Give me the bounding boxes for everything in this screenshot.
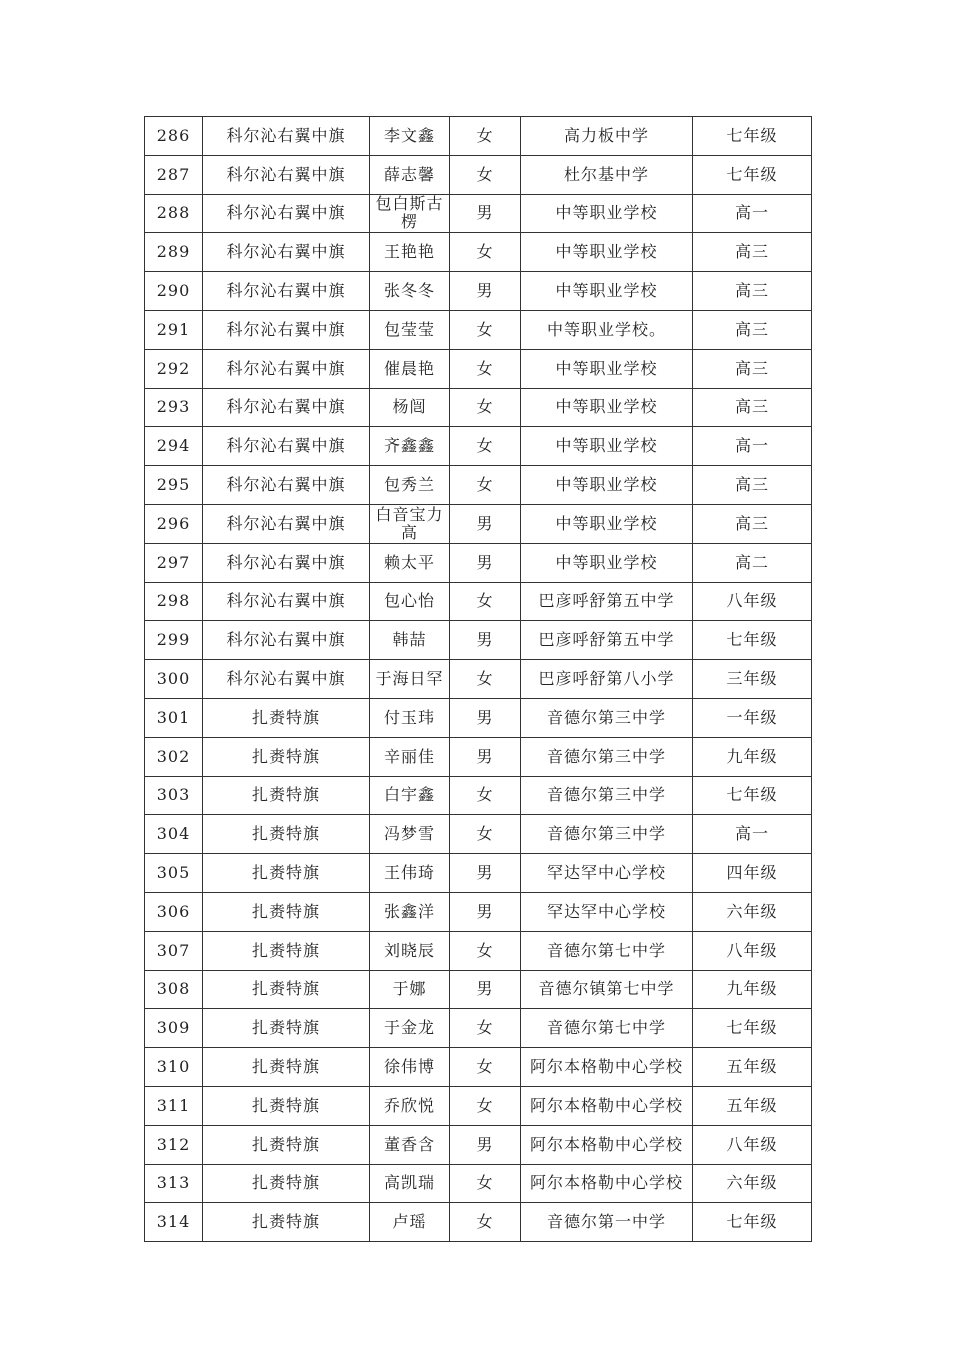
table-row [145, 349, 812, 388]
grade-cell: 高一 [693, 194, 812, 233]
row-number-cell: 294 [145, 427, 203, 466]
row-number-cell: 307 [145, 931, 203, 970]
grade-cell: 七年级 [693, 621, 812, 660]
table-row [145, 621, 812, 660]
row-number-cell: 311 [145, 1086, 203, 1125]
gender-cell: 女 [450, 310, 521, 349]
student-name-cell: 王艳艳 [370, 233, 450, 272]
grade-cell: 高三 [693, 349, 812, 388]
table-row [145, 1048, 812, 1087]
table-row [145, 155, 812, 194]
row-number-cell: 293 [145, 388, 203, 427]
school-cell: 音德尔第一中学 [521, 1203, 693, 1242]
school-cell: 中等职业学校 [521, 543, 693, 582]
grade-cell: 高二 [693, 543, 812, 582]
county-cell: 科尔沁右翼中旗 [203, 388, 370, 427]
school-cell: 高力板中学 [521, 117, 693, 156]
gender-cell: 男 [450, 854, 521, 893]
table-row [145, 931, 812, 970]
table-row [145, 272, 812, 311]
school-cell: 阿尔本格勒中心学校 [521, 1048, 693, 1087]
gender-cell: 男 [450, 1125, 521, 1164]
student-name-cell: 卢瑶 [370, 1203, 450, 1242]
student-name-cell: 乔欣悦 [370, 1086, 450, 1125]
gender-cell: 女 [450, 582, 521, 621]
county-cell: 扎赉特旗 [203, 892, 370, 931]
table-row [145, 970, 812, 1009]
county-cell: 科尔沁右翼中旗 [203, 466, 370, 505]
school-cell: 音德尔第三中学 [521, 698, 693, 737]
school-cell: 罕达罕中心学校 [521, 854, 693, 893]
row-number-cell: 291 [145, 310, 203, 349]
student-name-cell: 冯梦雪 [370, 815, 450, 854]
table-row [145, 388, 812, 427]
gender-cell: 女 [450, 1164, 521, 1203]
student-name-cell: 于海日罕 [370, 660, 450, 699]
grade-cell: 六年级 [693, 1164, 812, 1203]
grade-cell: 高三 [693, 272, 812, 311]
row-number-cell: 306 [145, 892, 203, 931]
school-cell: 巴彦呼舒第八小学 [521, 660, 693, 699]
student-name-cell: 赖太平 [370, 543, 450, 582]
school-cell: 阿尔本格勒中心学校 [521, 1164, 693, 1203]
row-number-cell: 304 [145, 815, 203, 854]
county-cell: 扎赉特旗 [203, 931, 370, 970]
school-cell: 音德尔镇第七中学 [521, 970, 693, 1009]
table-row [145, 310, 812, 349]
table-row [145, 117, 812, 156]
student-name-cell: 韩喆 [370, 621, 450, 660]
student-roster-table [144, 116, 812, 1242]
gender-cell: 女 [450, 1048, 521, 1087]
student-name-cell: 刘晓辰 [370, 931, 450, 970]
grade-cell: 高三 [693, 233, 812, 272]
gender-cell: 男 [450, 970, 521, 1009]
gender-cell: 女 [450, 815, 521, 854]
county-cell: 科尔沁右翼中旗 [203, 233, 370, 272]
school-cell: 中等职业学校 [521, 388, 693, 427]
county-cell: 扎赉特旗 [203, 698, 370, 737]
table-row [145, 1009, 812, 1048]
row-number-cell: 292 [145, 349, 203, 388]
gender-cell: 女 [450, 466, 521, 505]
grade-cell: 五年级 [693, 1048, 812, 1087]
county-cell: 扎赉特旗 [203, 1009, 370, 1048]
table-row [145, 892, 812, 931]
table-row [145, 427, 812, 466]
gender-cell: 男 [450, 737, 521, 776]
row-number-cell: 310 [145, 1048, 203, 1087]
school-cell: 音德尔第三中学 [521, 737, 693, 776]
grade-cell: 七年级 [693, 117, 812, 156]
student-name-cell: 包心怡 [370, 582, 450, 621]
gender-cell: 男 [450, 504, 521, 543]
school-cell: 中等职业学校 [521, 466, 693, 505]
student-name-cell: 高凯瑞 [370, 1164, 450, 1203]
county-cell: 科尔沁右翼中旗 [203, 117, 370, 156]
gender-cell: 女 [450, 660, 521, 699]
school-cell: 中等职业学校 [521, 427, 693, 466]
grade-cell: 高三 [693, 388, 812, 427]
row-number-cell: 305 [145, 854, 203, 893]
table-row [145, 1203, 812, 1242]
gender-cell: 女 [450, 117, 521, 156]
gender-cell: 女 [450, 233, 521, 272]
grade-cell: 七年级 [693, 155, 812, 194]
school-cell: 音德尔第七中学 [521, 1009, 693, 1048]
student-name-cell: 辛丽佳 [370, 737, 450, 776]
table-row [145, 776, 812, 815]
school-cell: 音德尔第三中学 [521, 776, 693, 815]
row-number-cell: 303 [145, 776, 203, 815]
grade-cell: 高一 [693, 815, 812, 854]
county-cell: 科尔沁右翼中旗 [203, 582, 370, 621]
row-number-cell: 297 [145, 543, 203, 582]
gender-cell: 女 [450, 931, 521, 970]
county-cell: 扎赉特旗 [203, 970, 370, 1009]
gender-cell: 女 [450, 349, 521, 388]
grade-cell: 八年级 [693, 1125, 812, 1164]
county-cell: 科尔沁右翼中旗 [203, 349, 370, 388]
row-number-cell: 313 [145, 1164, 203, 1203]
gender-cell: 女 [450, 776, 521, 815]
table-row [145, 582, 812, 621]
student-name-cell: 杨闿 [370, 388, 450, 427]
table-row [145, 1164, 812, 1203]
gender-cell: 女 [450, 427, 521, 466]
grade-cell: 九年级 [693, 970, 812, 1009]
school-cell: 中等职业学校 [521, 272, 693, 311]
county-cell: 扎赉特旗 [203, 1125, 370, 1164]
school-cell: 中等职业学校 [521, 349, 693, 388]
school-cell: 阿尔本格勒中心学校 [521, 1086, 693, 1125]
county-cell: 扎赉特旗 [203, 815, 370, 854]
gender-cell: 男 [450, 272, 521, 311]
student-name-cell: 徐伟博 [370, 1048, 450, 1087]
row-number-cell: 302 [145, 737, 203, 776]
school-cell: 中等职业学校。 [521, 310, 693, 349]
grade-cell: 高三 [693, 504, 812, 543]
school-cell: 音德尔第三中学 [521, 815, 693, 854]
gender-cell: 女 [450, 1086, 521, 1125]
table-row [145, 815, 812, 854]
county-cell: 扎赉特旗 [203, 854, 370, 893]
school-cell: 杜尔基中学 [521, 155, 693, 194]
row-number-cell: 289 [145, 233, 203, 272]
school-cell: 中等职业学校 [521, 194, 693, 233]
grade-cell: 六年级 [693, 892, 812, 931]
student-name-cell: 张冬冬 [370, 272, 450, 311]
grade-cell: 八年级 [693, 582, 812, 621]
student-name-cell: 于金龙 [370, 1009, 450, 1048]
county-cell: 扎赉特旗 [203, 737, 370, 776]
county-cell: 科尔沁右翼中旗 [203, 194, 370, 233]
student-name-cell: 张鑫洋 [370, 892, 450, 931]
county-cell: 科尔沁右翼中旗 [203, 543, 370, 582]
student-name-cell: 李文鑫 [370, 117, 450, 156]
school-cell: 罕达罕中心学校 [521, 892, 693, 931]
county-cell: 科尔沁右翼中旗 [203, 310, 370, 349]
gender-cell: 女 [450, 1203, 521, 1242]
county-cell: 科尔沁右翼中旗 [203, 504, 370, 543]
table-row [145, 737, 812, 776]
county-cell: 扎赉特旗 [203, 776, 370, 815]
table-row [145, 233, 812, 272]
gender-cell: 男 [450, 194, 521, 233]
school-cell: 中等职业学校 [521, 504, 693, 543]
county-cell: 扎赉特旗 [203, 1086, 370, 1125]
county-cell: 科尔沁右翼中旗 [203, 272, 370, 311]
student-name-cell: 王伟琦 [370, 854, 450, 893]
county-cell: 扎赉特旗 [203, 1164, 370, 1203]
student-name-cell: 包白斯古楞 [370, 194, 450, 233]
school-cell: 巴彦呼舒第五中学 [521, 621, 693, 660]
county-cell: 科尔沁右翼中旗 [203, 621, 370, 660]
table-row [145, 194, 812, 233]
row-number-cell: 295 [145, 466, 203, 505]
student-name-cell: 薛志馨 [370, 155, 450, 194]
county-cell: 科尔沁右翼中旗 [203, 155, 370, 194]
school-cell: 巴彦呼舒第五中学 [521, 582, 693, 621]
row-number-cell: 287 [145, 155, 203, 194]
school-cell: 音德尔第七中学 [521, 931, 693, 970]
roster-body [145, 117, 812, 1242]
student-name-cell: 董香含 [370, 1125, 450, 1164]
table-row [145, 698, 812, 737]
table-row [145, 466, 812, 505]
county-cell: 扎赉特旗 [203, 1048, 370, 1087]
school-cell: 阿尔本格勒中心学校 [521, 1125, 693, 1164]
grade-cell: 高一 [693, 427, 812, 466]
student-name-cell: 催晨艳 [370, 349, 450, 388]
grade-cell: 五年级 [693, 1086, 812, 1125]
gender-cell: 女 [450, 388, 521, 427]
table-row [145, 1125, 812, 1164]
student-name-cell: 白宇鑫 [370, 776, 450, 815]
gender-cell: 女 [450, 155, 521, 194]
row-number-cell: 298 [145, 582, 203, 621]
gender-cell: 男 [450, 892, 521, 931]
grade-cell: 八年级 [693, 931, 812, 970]
row-number-cell: 308 [145, 970, 203, 1009]
gender-cell: 女 [450, 1009, 521, 1048]
student-name-cell: 包莹莹 [370, 310, 450, 349]
grade-cell: 高三 [693, 466, 812, 505]
table-row [145, 543, 812, 582]
row-number-cell: 301 [145, 698, 203, 737]
row-number-cell: 314 [145, 1203, 203, 1242]
table-row [145, 660, 812, 699]
county-cell: 扎赉特旗 [203, 1203, 370, 1242]
grade-cell: 七年级 [693, 1009, 812, 1048]
row-number-cell: 312 [145, 1125, 203, 1164]
school-cell: 中等职业学校 [521, 233, 693, 272]
row-number-cell: 286 [145, 117, 203, 156]
table-row [145, 504, 812, 543]
gender-cell: 男 [450, 621, 521, 660]
student-name-cell: 白音宝力高 [370, 504, 450, 543]
student-name-cell: 付玉玮 [370, 698, 450, 737]
student-name-cell: 包秀兰 [370, 466, 450, 505]
grade-cell: 七年级 [693, 1203, 812, 1242]
table-row [145, 854, 812, 893]
grade-cell: 九年级 [693, 737, 812, 776]
grade-cell: 四年级 [693, 854, 812, 893]
row-number-cell: 296 [145, 504, 203, 543]
grade-cell: 高三 [693, 310, 812, 349]
student-name-cell: 齐鑫鑫 [370, 427, 450, 466]
grade-cell: 三年级 [693, 660, 812, 699]
grade-cell: 七年级 [693, 776, 812, 815]
gender-cell: 男 [450, 698, 521, 737]
county-cell: 科尔沁右翼中旗 [203, 427, 370, 466]
row-number-cell: 309 [145, 1009, 203, 1048]
table-row [145, 1086, 812, 1125]
student-name-cell: 于娜 [370, 970, 450, 1009]
row-number-cell: 288 [145, 194, 203, 233]
grade-cell: 一年级 [693, 698, 812, 737]
gender-cell: 男 [450, 543, 521, 582]
row-number-cell: 290 [145, 272, 203, 311]
county-cell: 科尔沁右翼中旗 [203, 660, 370, 699]
row-number-cell: 300 [145, 660, 203, 699]
row-number-cell: 299 [145, 621, 203, 660]
